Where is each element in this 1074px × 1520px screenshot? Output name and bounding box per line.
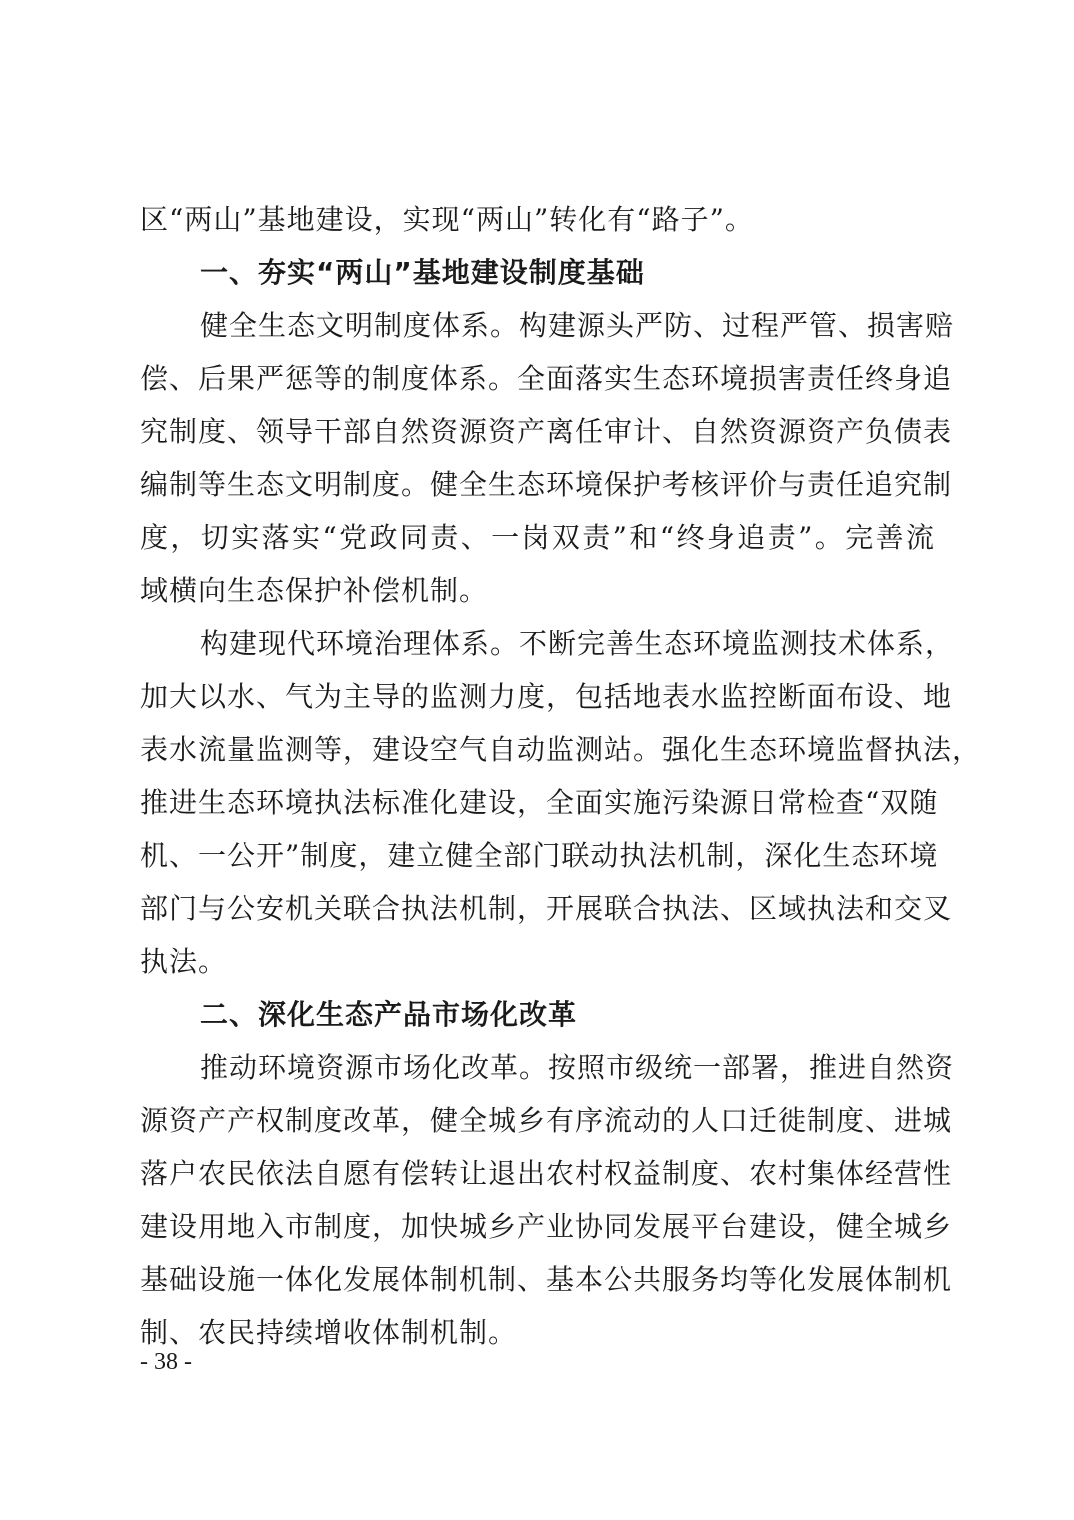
text-line: 度，切实落实“党政同责、一岗双责”和“终身追责”。完善流 bbox=[140, 521, 935, 554]
text-line: 源资产产权制度改革，健全城乡有序流动的人口迁徙制度、进城 bbox=[140, 1104, 953, 1137]
text-line: 机、一公开”制度，建立健全部门联动执法机制，深化生态环境 bbox=[140, 839, 939, 872]
text-line: 表水流量监测等，建设空气自动监测站。强化生态环境监督执法， bbox=[140, 733, 982, 766]
paragraph-first-line: 推动环境资源市场化改革。按照市级统一部署，推进自然资 bbox=[200, 1051, 955, 1084]
paragraph-first-line: 构建现代环境治理体系。不断完善生态环境监测技术体系， bbox=[200, 627, 955, 660]
text-line: 基础设施一体化发展体制机制、基本公共服务均等化发展体制机 bbox=[140, 1263, 953, 1296]
text-line: 究制度、领导干部自然资源资产离任审计、自然资源资产负债表 bbox=[140, 415, 953, 448]
paragraph-first-line: 健全生态文明制度体系。构建源头严防、过程严管、损害赔 bbox=[200, 309, 955, 342]
text-line: 区“两山”基地建设，实现“两山”转化有“路子”。 bbox=[140, 203, 754, 236]
page-number: - 38 - bbox=[140, 1349, 192, 1375]
text-line: 部门与公安机关联合执法机制，开展联合执法、区域执法和交叉 bbox=[140, 892, 953, 925]
text-line: 编制等生态文明制度。健全生态环境保护考核评价与责任追究制 bbox=[140, 468, 953, 501]
text-line: 域横向生态保护补偿机制。 bbox=[140, 574, 489, 607]
text-line: 制、农民持续增收体制机制。 bbox=[140, 1316, 518, 1349]
text-line: 推进生态环境执法标准化建设，全面实施污染源日常检查“双随 bbox=[140, 786, 939, 819]
section-heading: 一、夯实“两山”基地建设制度基础 bbox=[200, 256, 645, 289]
text-line: 加大以水、气为主导的监测力度，包括地表水监控断面布设、地 bbox=[140, 680, 953, 713]
text-line: 偿、后果严惩等的制度体系。全面落实生态环境损害责任终身追 bbox=[140, 362, 953, 395]
text-line: 建设用地入市制度，加快城乡产业协同发展平台建设，健全城乡 bbox=[140, 1210, 953, 1243]
text-line: 落户农民依法自愿有偿转让退出农村权益制度、农村集体经营性 bbox=[140, 1157, 953, 1190]
text-line: 执法。 bbox=[140, 945, 228, 978]
section-heading: 二、深化生态产品市场化改革 bbox=[200, 998, 578, 1031]
